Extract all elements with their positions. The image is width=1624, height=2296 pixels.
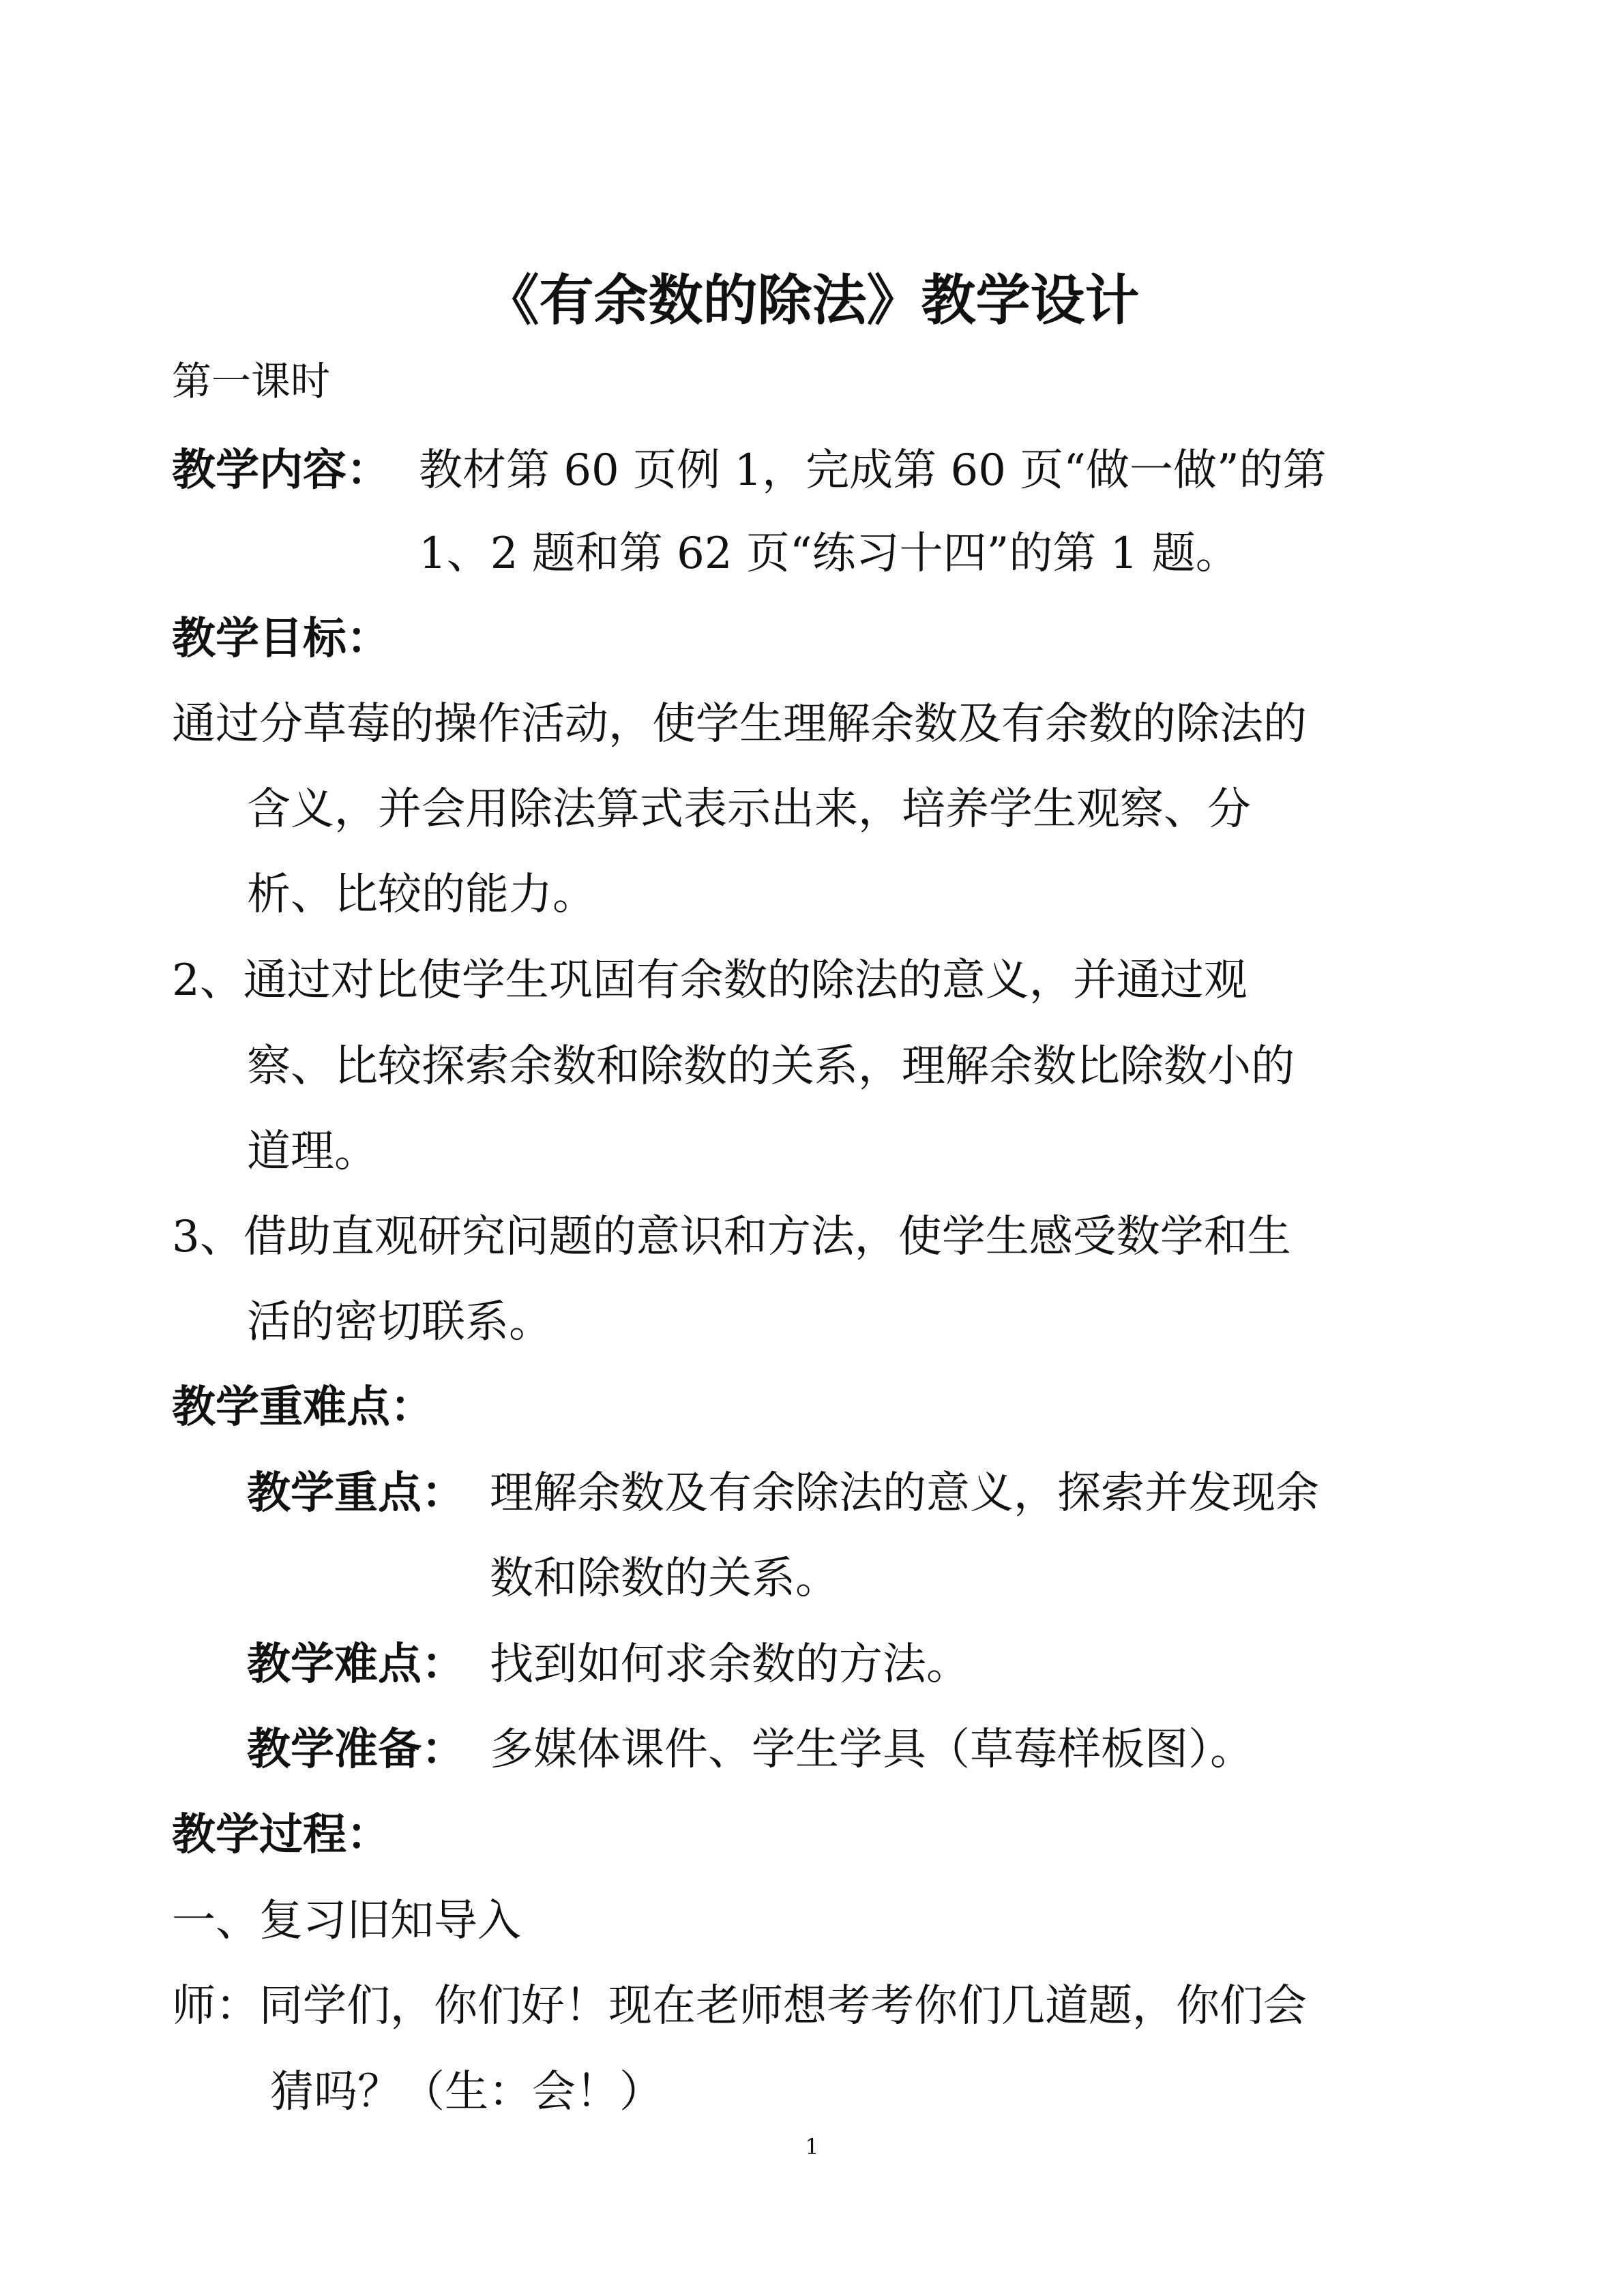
objective-2-line2: 察、比较探索余数和除数的关系，理解余数比除数小的 xyxy=(247,1041,1295,1092)
objective-1-line2: 含义，并会用除法算式表示出来，培养学生观察、分 xyxy=(247,784,1251,835)
preparation-label: 教学准备： xyxy=(247,1724,465,1775)
lesson-label: 第一课时 xyxy=(172,358,331,404)
difficulty-label: 教学难点： xyxy=(247,1639,465,1690)
objectives-heading: 教学目标： xyxy=(172,613,390,664)
focus-label: 教学重点： xyxy=(247,1467,465,1519)
difficulty-text: 找到如何求余数的方法。 xyxy=(490,1639,970,1690)
content-text-line2: 1、2 题和第 62 页“练习十四”的第 1 题。 xyxy=(419,528,1239,579)
teacher-line-1: 师：同学们，你们好！现在老师想考考你们几道题，你们会 xyxy=(172,1981,1307,2031)
preparation-text: 多媒体课件、学生学具（草莓样板图）。 xyxy=(490,1725,1254,1775)
objective-1-line3: 析、比较的能力。 xyxy=(247,869,596,920)
page-number: 1 xyxy=(805,2134,819,2160)
objective-2-line1: 2、通过对比使学生巩固有余数的除法的意义，并通过观 xyxy=(172,955,1247,1006)
focus-text-line1: 理解余数及有余除法的意义，探索并发现余 xyxy=(490,1468,1319,1519)
key-points-heading: 教学重难点： xyxy=(172,1382,434,1433)
process-heading: 教学过程： xyxy=(172,1809,390,1860)
content-label: 教学内容： xyxy=(172,445,390,496)
objective-3-line2: 活的密切联系。 xyxy=(247,1297,552,1347)
content-text-line1: 教材第 60 页例 1，完成第 60 页“做一做”的第 xyxy=(419,445,1327,496)
objective-3-line1: 3、借助直观研究问题的意识和方法，使学生感受数学和生 xyxy=(172,1212,1291,1262)
process-section-1: 一、复习旧知导入 xyxy=(172,1896,521,1946)
objective-2-line3: 道理。 xyxy=(247,1127,378,1177)
document-title: 《有余数的除法》教学设计 xyxy=(484,268,1140,332)
teacher-line-2: 猜吗？（生：会！） xyxy=(270,2067,663,2117)
objective-1-line1: 通过分草莓的操作活动，使学生理解余数及有余数的除法的 xyxy=(172,699,1307,749)
focus-text-line2: 数和除数的关系。 xyxy=(490,1553,839,1604)
